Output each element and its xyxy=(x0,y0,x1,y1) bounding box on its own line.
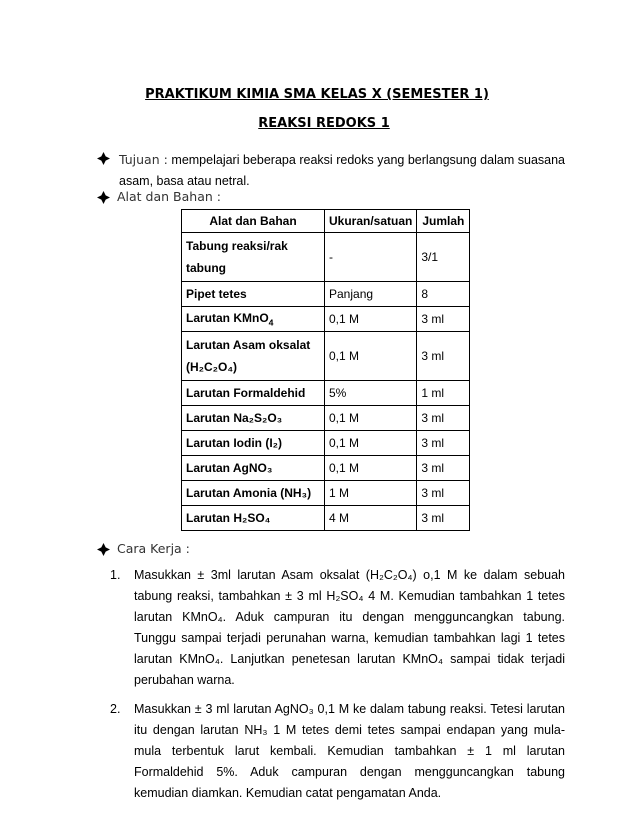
table-cell-jumlah: 3 ml xyxy=(417,481,470,506)
steps-list xyxy=(110,565,565,812)
column-header: Alat dan Bahan xyxy=(182,210,325,233)
table-cell-name: Larutan AgNO₃ xyxy=(182,456,325,481)
table-cell-ukuran: 0,1 M xyxy=(325,332,417,381)
table-header-row xyxy=(182,210,470,233)
page-title: PRAKTIKUM KIMIA SMA KELAS X (SEMESTER 1) xyxy=(145,87,489,102)
table-cell-jumlah: 3 ml xyxy=(417,456,470,481)
table-cell-ukuran: 0,1 M xyxy=(325,431,417,456)
table-cell-ukuran: 0,1 M xyxy=(325,406,417,431)
table-cell-jumlah: 3 ml xyxy=(417,506,470,531)
table-row xyxy=(182,456,470,481)
name-line: Larutan Asam oksalat xyxy=(186,338,311,352)
table-cell-jumlah: 3 ml xyxy=(417,307,470,332)
table-cell-jumlah: 8 xyxy=(417,282,470,307)
column-header: Ukuran/satuan xyxy=(325,210,417,233)
step-text: Masukkan ± 3ml larutan Asam oksalat (H₂C₂O₄) o,1 M ke dalam sebuah tabung reaksi, tambahkan ± 3 ml H₂SO₄ 4 M. Kemudian tambahkan 1 tetes larutan KMnO₄. Aduk campuran itu dengan mengguncangkan tabung. Tunggu sampai terjadi perunahan warna, kemudian tambahkan lagi 1 tetes larutan KMnO₄. Lanjutkan penetesan larutan KMnO₄ sampai tidak terjadi perubahan warna. xyxy=(134,568,565,687)
table-cell-name: Larutan H₂SO₄ xyxy=(182,506,325,531)
list-item xyxy=(110,565,565,691)
table-row xyxy=(182,431,470,456)
table-cell-ukuran: 1 M xyxy=(325,481,417,506)
table-row xyxy=(182,481,470,506)
table-cell-jumlah: 3 ml xyxy=(417,431,470,456)
table-row xyxy=(182,406,470,431)
name-text: Larutan KMnO xyxy=(186,310,269,325)
step-number: 2. xyxy=(110,702,121,716)
table-cell-jumlah: 3/1 xyxy=(417,233,470,282)
tujuan-label: Tujuan : xyxy=(119,152,168,167)
table-cell-name: Larutan Amonia (NH₃) xyxy=(182,481,325,506)
table-cell-jumlah: 1 ml xyxy=(417,381,470,406)
diamond-bullet-icon xyxy=(97,152,110,165)
table-cell-name: Tabung reaksi/rak tabung xyxy=(182,233,325,282)
materials-table xyxy=(181,209,470,531)
table-row xyxy=(182,381,470,406)
table-cell-name xyxy=(182,332,325,381)
table-row xyxy=(182,307,470,332)
table-cell-ukuran: 0,1 M xyxy=(325,307,417,332)
page-subtitle: REAKSI REDOKS 1 xyxy=(258,116,390,131)
diamond-bullet-icon xyxy=(97,543,110,556)
table-cell-ukuran: 0,1 M xyxy=(325,456,417,481)
cara-label: Cara Kerja : xyxy=(117,541,190,556)
step-text: Masukkan ± 3 ml larutan AgNO₃ 0,1 M ke dalam tabung reaksi. Tetesi larutan itu dengan larutan NH₃ 1 M tetes demi tetes sampai endapan yang mula-mula terbentuk larut kembali. Kemudian tambahkan ± 1 ml larutan Formaldehid 5%. Aduk campuran dengan mengguncangkan tabung kemudian diamkan. Kemudian catat pengamatan Anda. xyxy=(134,702,565,800)
table-row xyxy=(182,332,470,381)
column-header: Jumlah xyxy=(417,210,470,233)
table-cell-name: Larutan Na₂S₂O₃ xyxy=(182,406,325,431)
table-cell-jumlah: 3 ml xyxy=(417,332,470,381)
table-cell-jumlah: 3 ml xyxy=(417,406,470,431)
table-row xyxy=(182,506,470,531)
table-row xyxy=(182,233,470,282)
table-cell-name xyxy=(182,307,325,332)
table-cell-ukuran: - xyxy=(325,233,417,282)
table-cell-ukuran: 4 M xyxy=(325,506,417,531)
name-line: (H₂C₂O₄) xyxy=(186,360,238,374)
alat-label: Alat dan Bahan : xyxy=(117,189,221,204)
table-cell-name: Larutan Iodin (I₂) xyxy=(182,431,325,456)
table-cell-ukuran: 5% xyxy=(325,381,417,406)
tujuan-section xyxy=(119,149,565,192)
step-number: 1. xyxy=(110,568,121,582)
name-subscript: 4 xyxy=(268,317,274,328)
table-cell-name: Pipet tetes xyxy=(182,282,325,307)
tujuan-text: mempelajari beberapa reaksi redoks yang berlangsung dalam suasana asam, basa atau netral. xyxy=(119,153,566,188)
diamond-bullet-icon xyxy=(97,191,110,204)
list-item xyxy=(110,699,565,804)
table-row xyxy=(182,282,470,307)
table-cell-ukuran: Panjang xyxy=(325,282,417,307)
table-cell-name: Larutan Formaldehid xyxy=(182,381,325,406)
